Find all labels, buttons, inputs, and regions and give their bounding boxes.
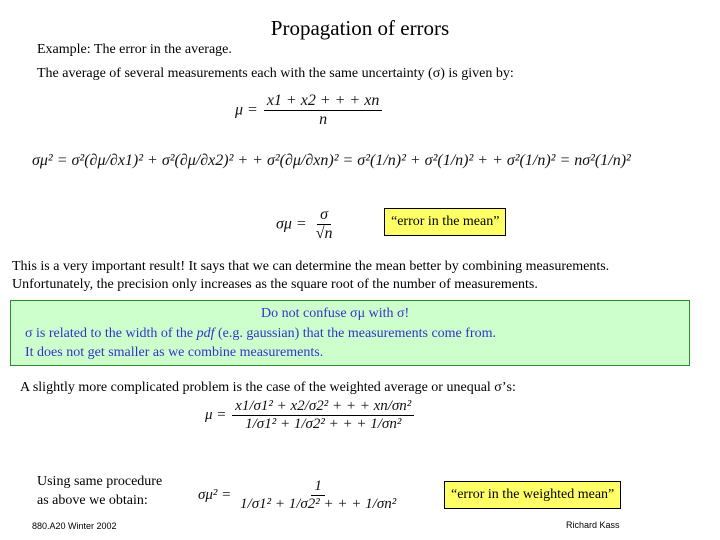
equation-sigma-mean	[276, 206, 338, 244]
note-line-2	[25, 326, 496, 342]
page-title: Propagation of errors	[270, 16, 450, 40]
intro-line-2: The average of several measurements each with the same uncertainty (σ) is given by:	[37, 66, 514, 81]
procedure-line-2: as above we obtain:	[37, 493, 148, 508]
paragraph-line-1: This is a very important result! It says that we can determine the mean better by combining measurements.	[12, 259, 610, 274]
callout-error-in-mean: “error in the mean”	[384, 208, 506, 236]
note-line-1: Do not confuse σμ with σ!	[261, 306, 410, 321]
equation-weighted-variance-lhs: σμ² =	[198, 487, 232, 504]
equation-weighted-variance-numerator: 1	[311, 478, 325, 496]
note-line-2-start: σ is related to the width of the	[25, 326, 197, 341]
note-box	[10, 300, 690, 366]
equation-weighted-mean-numerator: x1/σ1² + x2/σ2² + + + xn/σn²	[232, 398, 414, 416]
equation-weighted-variance-denominator: 1/σ1² + 1/σ2² + + + 1/σn²	[240, 496, 397, 513]
note-line-2-end: (e.g. gaussian) that the measurements come from.	[214, 326, 496, 341]
equation-weighted-mean	[205, 398, 416, 434]
equation-mean	[235, 92, 384, 130]
intro-line-1: Example: The error in the average.	[37, 42, 232, 57]
weighted-intro: A slightly more complicated problem is the case of the weighted average or unequal σ’s:	[20, 380, 516, 395]
callout-error-in-weighted-mean: “error in the weighted mean”	[444, 481, 621, 509]
equation-weighted-mean-lhs: μ =	[205, 407, 227, 424]
equation-sigma-mean-denominator: √n	[315, 225, 333, 243]
equation-mean-denominator: n	[319, 111, 328, 129]
equation-weighted-variance	[198, 478, 401, 514]
equation-mean-lhs: μ =	[235, 101, 258, 119]
paragraph-line-2: Unfortunately, the precision only increases as the square root of the number of measurements.	[12, 277, 538, 292]
equation-sigma-mean-numerator: σ	[317, 206, 331, 225]
equation-variance: σμ² = σ²(∂μ/∂x1)² + σ²(∂μ/∂x2)² + + σ²(∂μ/∂xn)² = σ²(1/n)² + σ²(1/n)² + + σ²(1/n)² = nσ²(1/n)²	[32, 152, 631, 169]
footer-course: 880.A20 Winter 2002	[32, 521, 117, 531]
note-line-3: It does not get smaller as we combine measurements.	[25, 345, 324, 360]
footer-author: Richard Kass	[566, 520, 620, 530]
equation-mean-numerator: x1 + x2 + + + xn	[264, 92, 383, 111]
equation-weighted-mean-denominator: 1/σ1² + 1/σ2² + + + 1/σn²	[245, 416, 402, 433]
procedure-line-1: Using same procedure	[37, 474, 163, 489]
note-line-2-pdf: pdf	[196, 326, 215, 341]
equation-sigma-mean-lhs: σμ =	[276, 215, 307, 233]
